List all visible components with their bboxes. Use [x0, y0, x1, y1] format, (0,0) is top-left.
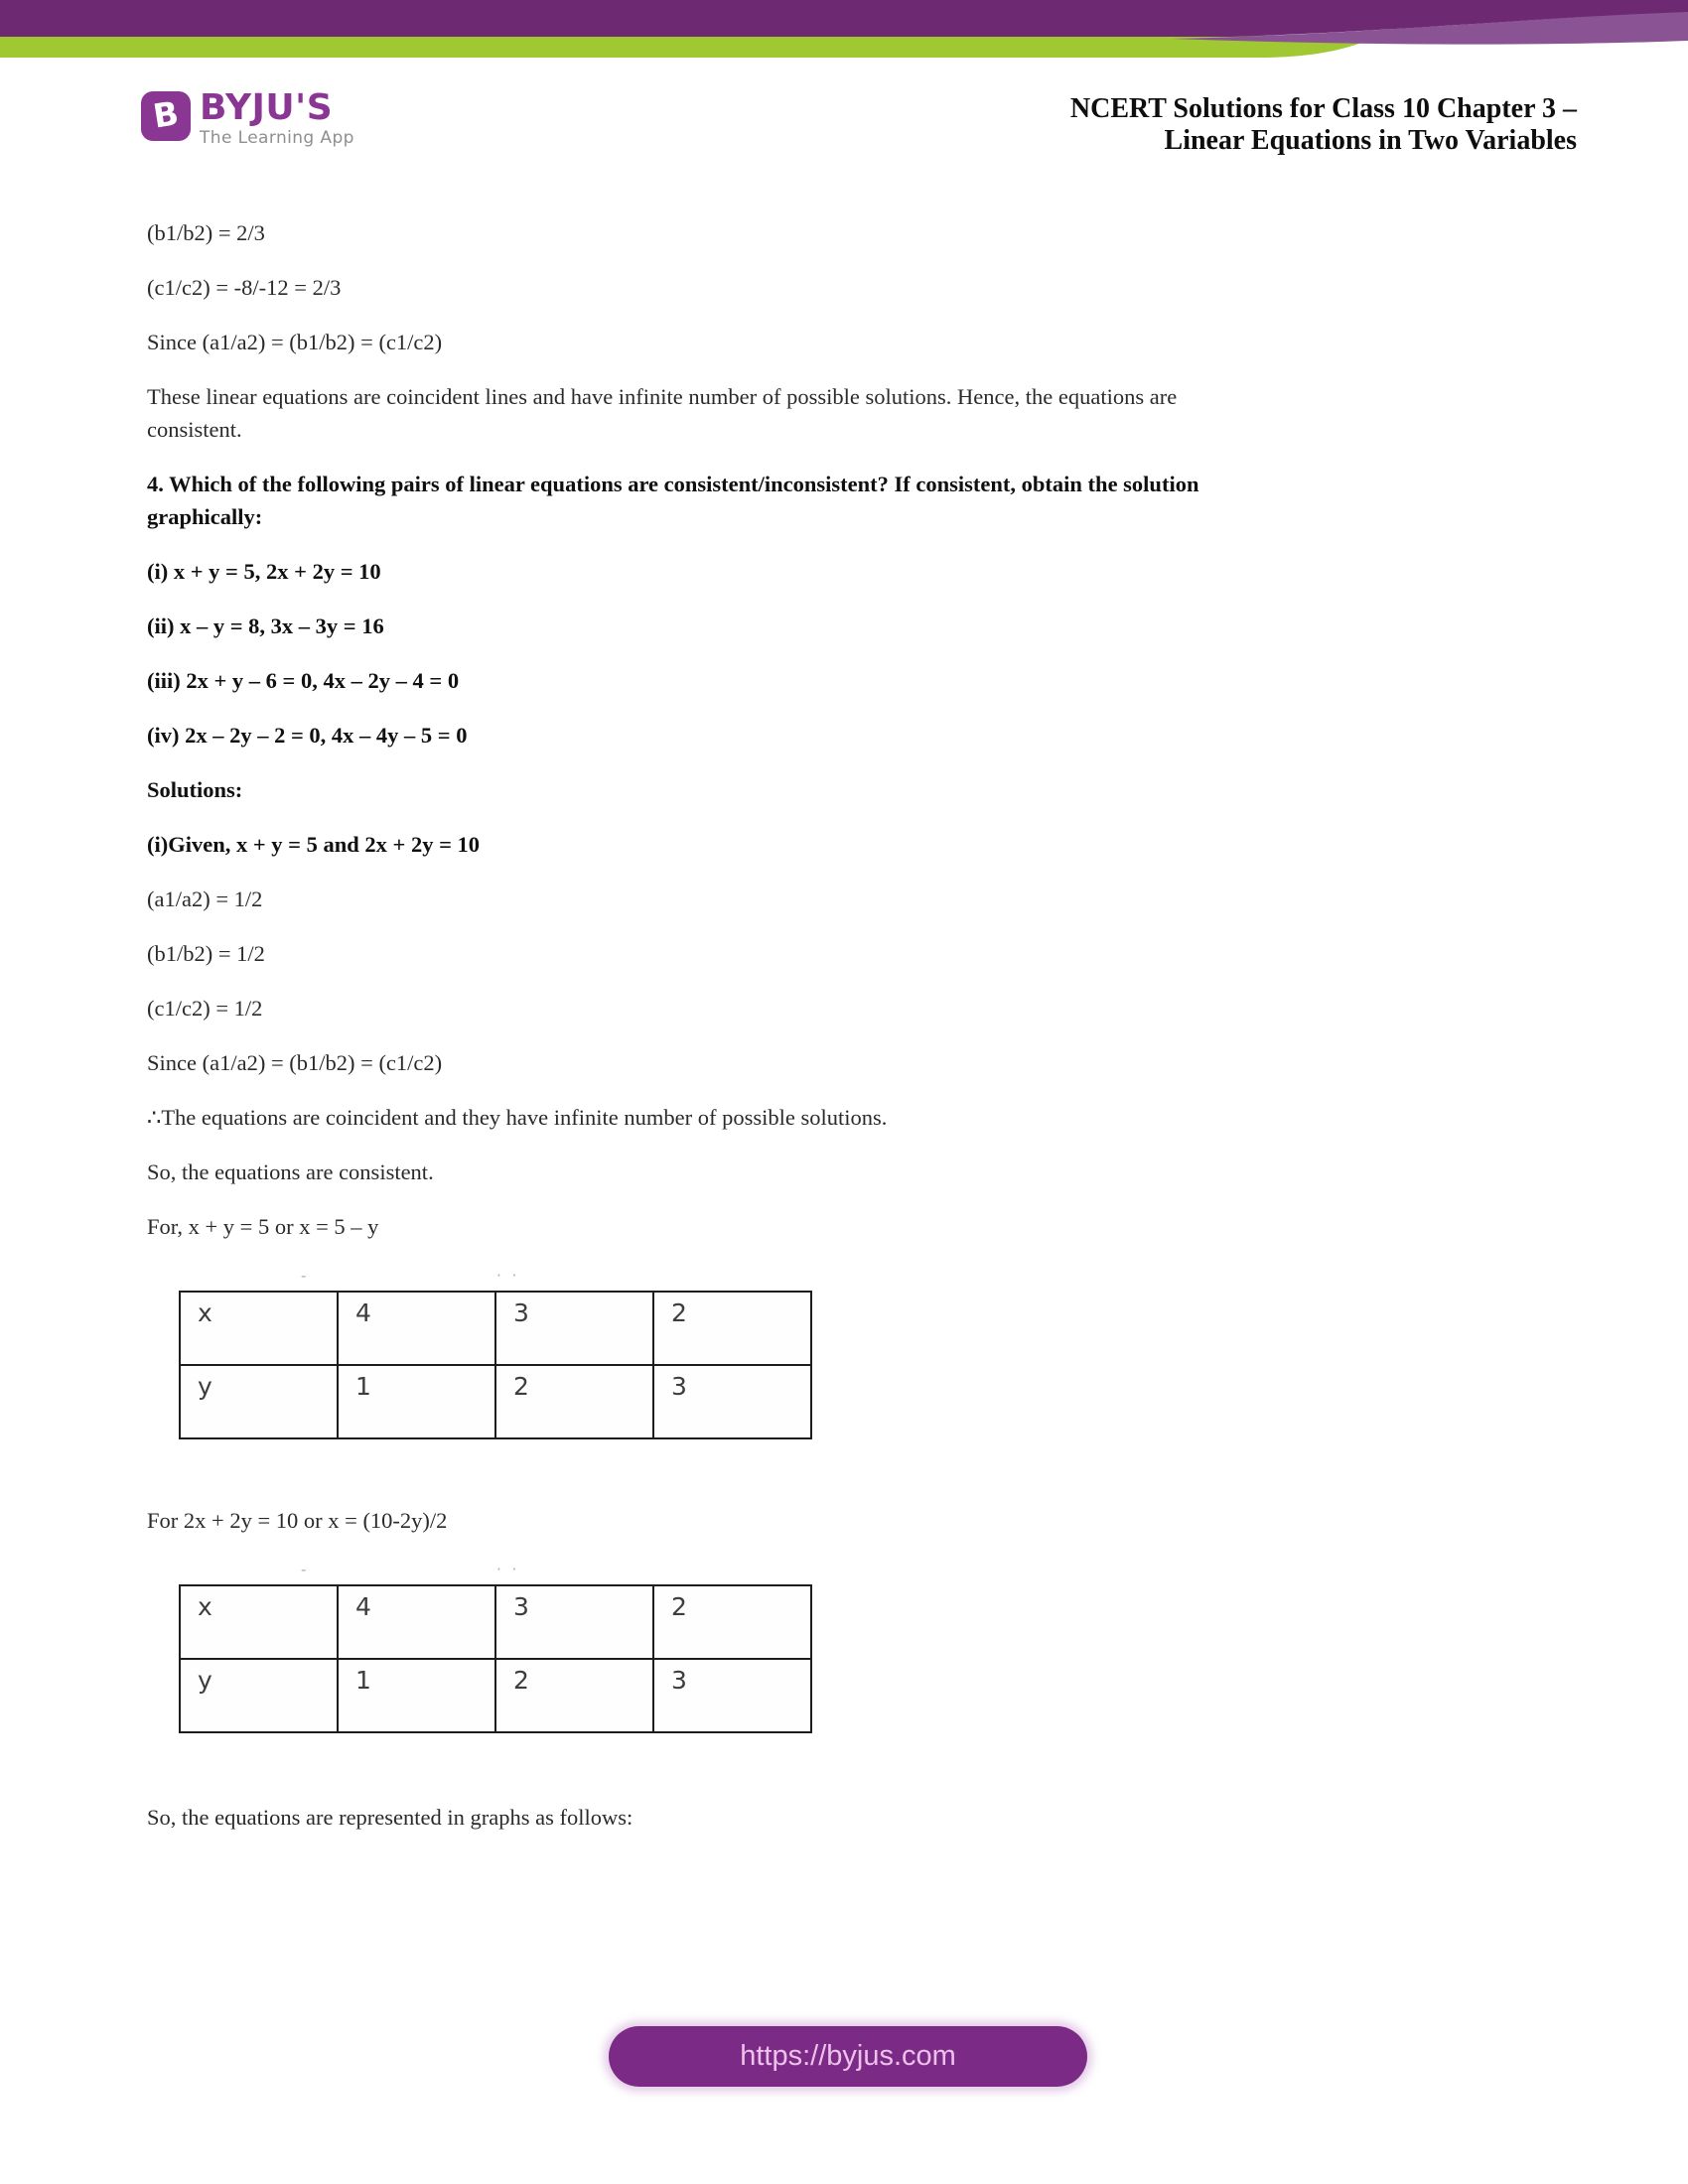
document-body: [147, 0, 1557, 1855]
values-table-1: [179, 1291, 812, 1439]
table-cell: x: [180, 1292, 338, 1365]
text-line: graphically:: [147, 504, 263, 529]
paragraph: [147, 1046, 1557, 1079]
table-cell: 3: [495, 1585, 653, 1659]
footer-url-button[interactable]: [609, 2026, 1087, 2087]
paragraph: [147, 1210, 1557, 1243]
scan-artifact-marks: [147, 1559, 1557, 1578]
footer-url-label: https://byjus.com: [740, 2040, 956, 2072]
question-item-i: [147, 555, 1557, 588]
paragraph: [147, 380, 1557, 446]
paragraph: [147, 992, 1557, 1024]
paragraph: [147, 216, 1557, 249]
scan-artifact-marks: [147, 1265, 1557, 1285]
text-line: consistent.: [147, 417, 242, 442]
question-heading: [147, 468, 1557, 533]
table-cell: 4: [338, 1292, 495, 1365]
paragraph: [147, 1156, 1557, 1188]
artifact-dots: · ·: [496, 1267, 520, 1285]
artifact-dash: -: [301, 1267, 310, 1285]
table-cell: 3: [653, 1659, 811, 1732]
text-line: (ii) x – y = 8, 3x – 3y = 16: [147, 614, 384, 638]
table-cell: 3: [653, 1365, 811, 1438]
paragraph: [147, 937, 1557, 970]
text-line: For 2x + 2y = 10 or x = (10-2y)/2: [147, 1508, 448, 1533]
question-item-iv: [147, 719, 1557, 751]
table-cell: y: [180, 1365, 338, 1438]
solution-given-line: [147, 828, 1557, 861]
paragraph: [147, 1504, 1557, 1537]
text-line: (a1/a2) = 1/2: [147, 887, 263, 911]
table-cell: 1: [338, 1365, 495, 1438]
brand-name: BYJU'S: [200, 87, 334, 128]
question-item-iii: [147, 664, 1557, 697]
brand-tagline: The Learning App: [200, 128, 354, 148]
paragraph: [147, 1101, 1557, 1134]
table-row-x: [180, 1585, 811, 1659]
table-row-y: [180, 1659, 811, 1732]
table-cell: 3: [495, 1292, 653, 1365]
solutions-heading: [147, 773, 1557, 806]
table-cell: y: [180, 1659, 338, 1732]
text-line: (iii) 2x + y – 6 = 0, 4x – 2y – 4 = 0: [147, 668, 460, 693]
text-line: (c1/c2) = -8/-12 = 2/3: [147, 275, 342, 300]
page-title-line2: Linear Equations in Two Variables: [1164, 125, 1577, 156]
values-table-2: [179, 1584, 812, 1733]
table-cell: 2: [495, 1659, 653, 1732]
paragraph: [147, 326, 1557, 358]
paragraph: [147, 271, 1557, 304]
text-line: So, the equations are represented in graphs as follows:: [147, 1805, 633, 1830]
table-row-x: [180, 1292, 811, 1365]
paragraph: [147, 1801, 1557, 1834]
artifact-dots: · ·: [496, 1561, 520, 1578]
text-line: (iv) 2x – 2y – 2 = 0, 4x – 4y – 5 = 0: [147, 723, 468, 748]
text-line: ∴The equations are coincident and they have infinite number of possible solutions.: [147, 1105, 888, 1130]
text-line: (i) x + y = 5, 2x + 2y = 10: [147, 559, 381, 584]
byjus-badge-letter: B: [150, 93, 182, 136]
question-item-ii: [147, 610, 1557, 642]
text-line: (i)Given, x + y = 5 and 2x + 2y = 10: [147, 832, 481, 857]
text-line: (c1/c2) = 1/2: [147, 996, 263, 1021]
artifact-dash: -: [301, 1561, 310, 1578]
table-cell: x: [180, 1585, 338, 1659]
table-cell: 2: [495, 1365, 653, 1438]
table-cell: 1: [338, 1659, 495, 1732]
text-line: Since (a1/a2) = (b1/b2) = (c1/c2): [147, 330, 443, 354]
text-line: So, the equations are consistent.: [147, 1160, 434, 1184]
table-row-y: [180, 1365, 811, 1438]
table-cell: 2: [653, 1292, 811, 1365]
text-line: These linear equations are coincident lines and have infinite number of possible solutions. Hence, the equations are: [147, 384, 1178, 409]
paragraph: [147, 883, 1557, 915]
text-line: For, x + y = 5 or x = 5 – y: [147, 1214, 379, 1239]
text-line: (b1/b2) = 2/3: [147, 220, 265, 245]
text-line: 4. Which of the following pairs of linear equations are consistent/inconsistent? If consistent, obtain the solution: [147, 472, 1199, 496]
text-line: Solutions:: [147, 777, 243, 802]
table-cell: 2: [653, 1585, 811, 1659]
text-line: (b1/b2) = 1/2: [147, 941, 265, 966]
text-line: Since (a1/a2) = (b1/b2) = (c1/c2): [147, 1050, 443, 1075]
table-cell: 4: [338, 1585, 495, 1659]
page-title-line1: NCERT Solutions for Class 10 Chapter 3 –: [1069, 93, 1577, 124]
